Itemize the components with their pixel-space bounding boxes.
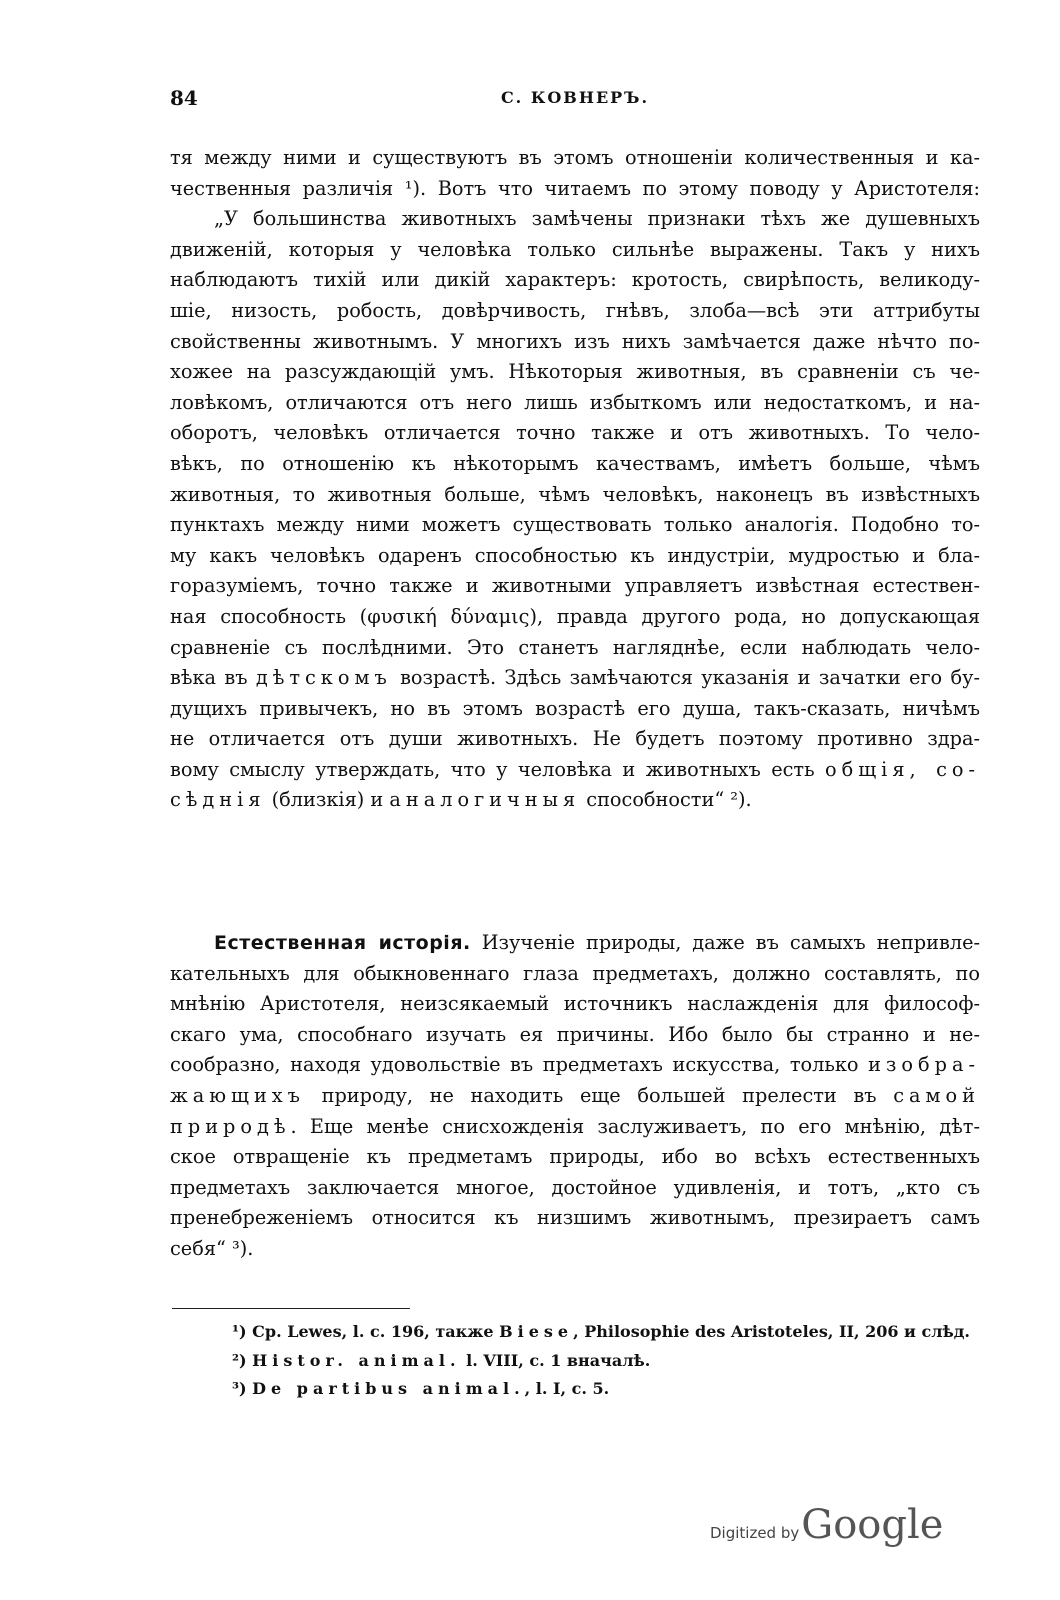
page-header (170, 86, 980, 112)
text-run: природу, не находить еще большей прелести въ (304, 1083, 894, 1107)
text-line: тя между ними и существуютъ въ этомъ отношеніи количественныя и ка- (170, 146, 980, 169)
footnote-mark: ²) (232, 1350, 247, 1370)
footnote-2 (232, 1347, 992, 1376)
spaced-emphasis: Biese (499, 1322, 574, 1341)
footnote-1 (232, 1318, 992, 1347)
watermark-logo-text: Google (801, 1502, 944, 1548)
text-line: пренебреженіемъ относится къ низшимъ животнымъ, презираетъ самъ (170, 1206, 980, 1230)
text-run: сообразно, находя удовольствіе въ предметахъ искусства, только (170, 1053, 869, 1077)
text-run: вѣка въ (170, 666, 256, 690)
text-line: пунктахъ между ними можетъ существовать только аналогія. Подобно то- (170, 513, 980, 537)
spaced-emphasis: сѣднія (170, 788, 266, 812)
footnotes (232, 1318, 992, 1404)
footnote-3 (232, 1375, 992, 1404)
running-head: С. КОВНЕРЪ. (500, 88, 650, 107)
text-line: шіе, низость, робость, довѣрчивость, гнѣвъ, злоба—всѣ эти аттрибуты (170, 298, 980, 322)
text-line (170, 928, 980, 959)
text-line: чественныя различія ¹). Вотъ что читаемъ по этому поводу у Аристотеля: (170, 176, 980, 200)
spaced-emphasis: аналогичныя (389, 788, 581, 812)
spaced-emphasis: De partibus animal. (252, 1379, 525, 1398)
text-line: себя“ ³). (170, 1236, 254, 1260)
text-run: , Philosophie des Aristoteles, II, 206 и слѣд. (573, 1322, 970, 1341)
text-run: , l. I, c. 5. (524, 1379, 610, 1398)
text-line: движеній, которыя у человѣка только сильнѣе выражены. Такъ у нихъ (170, 237, 980, 261)
text-run: Ср. Lewes, l. c. 196, также (246, 1322, 500, 1341)
text-run: Изученіе природы, даже въ самыхъ непривле- (470, 931, 980, 954)
text-line: „У большинства животныхъ замѣчены признаки тѣхъ же душевныхъ (214, 207, 980, 231)
text-run: . Еще менѣе снисхожденія заслуживаетъ, по его мнѣнію, дѣт- (290, 1114, 980, 1138)
text-line: животныя, то животныя больше, чѣмъ человѣкъ, наконецъ въ извѣстныхъ (170, 482, 980, 506)
paragraph-aristotle-quote (170, 143, 980, 816)
text-run: l. VIII, c. 1 вначалѣ. (460, 1350, 651, 1370)
watermark-small-text: Digitized by (710, 1524, 800, 1542)
spaced-emphasis: Histor. animal. (252, 1350, 461, 1370)
text-line: вѣкъ, по отношенію къ нѣкоторымъ качествамъ, имѣетъ больше, чѣмъ (170, 451, 980, 475)
text-line: ловѣкомъ, отличаются отъ него лишь избыткомъ или недостаткомъ, и на- (170, 390, 980, 414)
text-line: му какъ человѣкъ одаренъ способностью къ индустріи, мудростью и бла- (170, 543, 980, 567)
footnote-mark: ³) (232, 1379, 247, 1398)
spaced-emphasis: дѣтскомъ (255, 666, 392, 690)
text-line (170, 1081, 980, 1112)
text-line: скаго ума, способнаго изучать ея причины. Ибо было бы странно и не- (170, 1022, 980, 1046)
text-run: (близкія) и (265, 788, 390, 812)
spaced-emphasis: изобра- (868, 1053, 980, 1077)
footnote-mark: ¹) (232, 1322, 247, 1341)
text-line: мнѣнію Аристотеля, неизсякаемый источникъ наслажденія для философ- (170, 992, 980, 1016)
text-line: предметахъ заключается многое, достойное удивленія, и тотъ, „кто съ (170, 1175, 980, 1199)
text-line: кательныхъ для обыкновеннаго глаза предметахъ, должно составлять, по (170, 961, 980, 985)
section-title: Естественная исторія. (214, 932, 471, 954)
text-line: ная способность (φυσική δύναμις), правда другого рода, но допускающая (170, 604, 980, 628)
text-line (170, 1050, 980, 1081)
text-line: хожее на разсуждающій умъ. Нѣкоторыя животныя, въ сравненіи съ че- (170, 360, 980, 384)
text-line (170, 663, 980, 694)
text-line: дущихъ привычекъ, но въ этомъ возрастѣ его душа, такъ-сказать, ничѣмъ (170, 696, 980, 720)
text-line: не отличается отъ души животныхъ. Не будетъ поэтому противно здра- (170, 727, 980, 751)
text-line: свойственны животнымъ. У многихъ изъ нихъ замѣчается даже нѣчто по- (170, 329, 980, 353)
spaced-emphasis: самой (893, 1083, 980, 1107)
spaced-emphasis: общія, со- (825, 757, 980, 781)
digitized-by-watermark (710, 1502, 943, 1550)
text-line: горазуміемъ, точно также и животными управляетъ извѣстная естествен- (170, 574, 980, 598)
spaced-emphasis: природѣ (170, 1114, 291, 1138)
text-line: сравненіе съ послѣдними. Это станетъ нагляднѣе, если наблюдать чело- (170, 635, 980, 659)
text-line: ское отвращеніе къ предметамъ природы, ибо во всѣхъ естественныхъ (170, 1145, 980, 1169)
text-line (170, 1112, 980, 1143)
footnote-divider (172, 1308, 410, 1309)
text-run: способности“ ²). (580, 788, 752, 812)
text-line (170, 755, 980, 786)
page-number: 84 (170, 86, 198, 110)
text-line: оборотъ, человѣкъ отличается точно также и отъ животныхъ. То чело- (170, 421, 980, 445)
spaced-emphasis: жающихъ (170, 1083, 305, 1107)
text-line: наблюдаютъ тихій или дикій характеръ: кротость, свирѣпость, великоду- (170, 268, 980, 292)
paragraph-natural-history (170, 928, 980, 1265)
text-run: возрастѣ. Здѣсь замѣчаются указанія и зачатки его бу- (391, 666, 980, 690)
text-line (170, 785, 980, 816)
text-run: вому смыслу утверждать, что у человѣка и животныхъ есть (170, 757, 826, 781)
